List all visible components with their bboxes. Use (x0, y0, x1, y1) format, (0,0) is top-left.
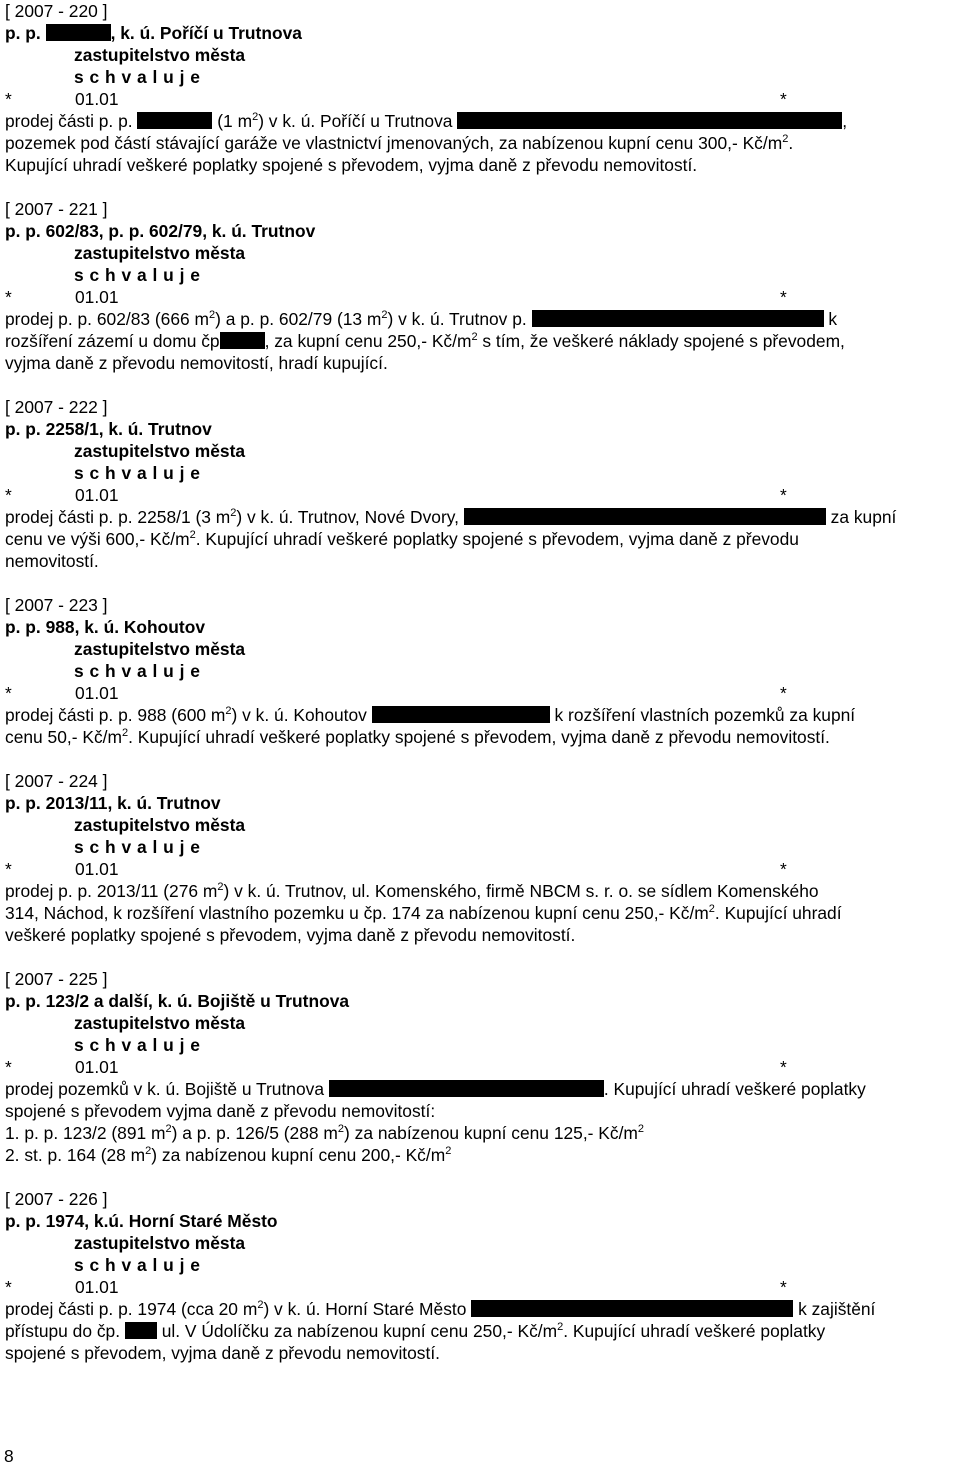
resolution-number: [ 2007 - 220 ] (5, 1, 108, 21)
superscript: 2 (217, 881, 224, 894)
approves-label: s c h v a l u j e (74, 1035, 201, 1055)
text-segment: nemovitostí. (5, 551, 99, 571)
text-segment: ) v k. ú. Horní Staré Město (263, 1299, 472, 1319)
approves-label: s c h v a l u j e (74, 67, 201, 87)
asterisk-right: * (780, 1057, 787, 1077)
asterisk-left: * (5, 485, 12, 505)
asterisk-right: * (780, 859, 787, 879)
text-segment: (1 m (212, 111, 253, 131)
body-line (5, 880, 955, 902)
text-segment: 2. st. p. 164 (28 m (5, 1145, 146, 1165)
text-segment: k (823, 309, 838, 329)
section-spacer (5, 572, 955, 594)
resolution-number: [ 2007 - 226 ] (5, 1189, 108, 1209)
code-line (5, 1276, 955, 1298)
body-line (5, 1342, 955, 1364)
text-segment: veškeré poplatky spojené s převodem, vyjma daně z převodu nemovitostí. (5, 925, 576, 945)
text-segment: ul. V Údolíčku za nabízenou kupní cenu 250,- Kč/m (156, 1321, 558, 1341)
asterisk-left: * (5, 89, 12, 109)
superscript: 2 (230, 507, 237, 520)
item-code: 01.01 (75, 683, 119, 703)
code-line (5, 1056, 955, 1078)
section-spacer (5, 374, 955, 396)
redaction-bar (471, 1300, 793, 1317)
item-code: 01.01 (75, 89, 119, 109)
text-segment: , za kupní cenu 250,- Kč/m (264, 331, 472, 351)
section-spacer (5, 176, 955, 198)
text-segment: rozšíření zázemí u domu čp (5, 331, 220, 351)
section-spacer (5, 946, 955, 968)
redaction-bar (372, 706, 550, 723)
asterisk-left: * (5, 1277, 12, 1297)
body-line (5, 1144, 955, 1166)
text-segment: za kupní (825, 507, 897, 527)
text-segment: 314, Náchod, k rozšíření vlastního pozemku u čp. 174 za nabízenou kupní cenu 250,- Kč/m (5, 903, 709, 923)
text-segment: prodej části p. p. 1974 (cca 20 m (5, 1299, 258, 1319)
item-code: 01.01 (75, 485, 119, 505)
council-label: zastupitelstvo města (74, 441, 246, 461)
body-line (5, 308, 955, 330)
approves-label: s c h v a l u j e (74, 265, 201, 285)
approves-label: s c h v a l u j e (74, 1255, 201, 1275)
code-line (5, 484, 955, 506)
superscript: 2 (381, 309, 388, 322)
superscript: 2 (637, 1123, 645, 1136)
text-segment: prodej p. p. 2013/11 (276 m (5, 881, 218, 901)
code-line (5, 682, 955, 704)
text-segment: ) v k. ú. Trutnov, ul. Komenského, firmě NBCM s. r. o. se sídlem Komenského (223, 881, 819, 901)
resolution-section (5, 374, 955, 572)
redaction-bar (125, 1322, 157, 1339)
superscript: 2 (225, 705, 232, 718)
superscript: 2 (165, 1123, 172, 1136)
superscript: 2 (445, 1145, 452, 1158)
document-page (5, 0, 955, 1364)
council-label: zastupitelstvo města (74, 45, 246, 65)
asterisk-right: * (780, 683, 787, 703)
resolution-title: p. p. 988, k. ú. Kohoutov (5, 617, 206, 637)
body-line (5, 1320, 955, 1342)
text-segment: . Kupující uhradí veškeré poplatky (563, 1321, 826, 1341)
body-line (5, 1078, 955, 1100)
body-line (5, 352, 955, 374)
council-label: zastupitelstvo města (74, 815, 246, 835)
text-segment: ) a p. p. 602/79 (13 m (215, 309, 382, 329)
text-segment: prodej p. p. 602/83 (666 m (5, 309, 209, 329)
resolution-title: p. p. 123/2 a další, k. ú. Bojiště u Trutnova (5, 991, 350, 1011)
resolution-section (5, 1166, 955, 1364)
resolution-number: [ 2007 - 224 ] (5, 771, 108, 791)
text-segment: . Kupující uhradí (714, 903, 842, 923)
body-line (5, 154, 955, 176)
text-segment: ) za nabízenou kupní cenu 125,- Kč/m (344, 1123, 638, 1143)
section-spacer (5, 748, 955, 770)
redaction-bar (457, 112, 842, 129)
body-line (5, 902, 955, 924)
resolution-title: p. p. 1974, k.ú. Horní Staré Město (5, 1211, 278, 1231)
code-line (5, 286, 955, 308)
text-segment: spojené s převodem vyjma daně z převodu nemovitostí: (5, 1101, 436, 1121)
redaction-bar (220, 332, 265, 349)
text-segment: přístupu do čp. (5, 1321, 125, 1341)
text-segment: cenu ve výši 600,- Kč/m (5, 529, 190, 549)
section-spacer (5, 1166, 955, 1188)
redaction-bar (464, 508, 826, 525)
item-code: 01.01 (75, 1277, 119, 1297)
resolution-section (5, 572, 955, 748)
body-line (5, 528, 955, 550)
body-line (5, 330, 955, 352)
body-line (5, 506, 955, 528)
approves-label: s c h v a l u j e (74, 661, 201, 681)
superscript: 2 (257, 1299, 264, 1312)
text-segment: Kupující uhradí veškeré poplatky spojené s převodem, vyjma daně z převodu nemovitostí. (5, 155, 698, 175)
body-line (5, 1298, 955, 1320)
text-segment: . Kupující uhradí veškeré poplatky spojené s převodem, vyjma daně z převodu (195, 529, 799, 549)
page-number: 8 (4, 1446, 14, 1466)
text-segment: , (842, 111, 848, 131)
text-segment: vyjma daně z převodu nemovitostí, hradí kupující. (5, 353, 388, 373)
body-line (5, 1100, 955, 1122)
resolution-number: [ 2007 - 221 ] (5, 199, 108, 219)
body-line (5, 704, 955, 726)
approves-label: s c h v a l u j e (74, 837, 201, 857)
body-line (5, 924, 955, 946)
resolution-section (5, 946, 955, 1166)
superscript: 2 (145, 1145, 152, 1158)
text-segment: . Kupující uhradí veškeré poplatky spojené s převodem, vyjma daně z převodu nemovitostí. (128, 727, 830, 747)
title-suffix: , k. ú. Poříčí u Trutnova (110, 23, 302, 43)
text-segment: . (788, 133, 794, 153)
council-label: zastupitelstvo města (74, 243, 246, 263)
item-code: 01.01 (75, 859, 119, 879)
text-segment: ) v k. ú. Trutnov p. (387, 309, 532, 329)
superscript: 2 (471, 331, 478, 344)
asterisk-right: * (780, 287, 787, 307)
text-segment: 1. p. p. 123/2 (891 m (5, 1123, 166, 1143)
council-label: zastupitelstvo města (74, 639, 246, 659)
body-line (5, 726, 955, 748)
text-segment: pozemek pod částí stávající garáže ve vlastnictví jmenovaných, za nabízenou kupní cenu 300,- Kč/m (5, 133, 783, 153)
redaction-bar (137, 112, 212, 129)
asterisk-left: * (5, 287, 12, 307)
council-label: zastupitelstvo města (74, 1233, 246, 1253)
superscript: 2 (121, 727, 129, 740)
resolution-section (5, 0, 955, 176)
text-segment: spojené s převodem, vyjma daně z převodu nemovitostí. (5, 1343, 440, 1363)
resolution-title: p. p. 2013/11, k. ú. Trutnov (5, 793, 221, 813)
item-code: 01.01 (75, 287, 119, 307)
text-segment: prodej části p. p. 988 (600 m (5, 705, 226, 725)
text-segment: s tím, že veškeré náklady spojené s převodem, (477, 331, 845, 351)
asterisk-right: * (780, 1277, 787, 1297)
resolution-section (5, 176, 955, 374)
superscript: 2 (782, 133, 789, 146)
resolution-title: p. p. 2258/1, k. ú. Trutnov (5, 419, 212, 439)
body-line (5, 110, 955, 132)
text-segment: k rozšíření vlastních pozemků za kupní (549, 705, 856, 725)
resolution-section (5, 748, 955, 946)
text-segment: prodej části p. p. (5, 111, 138, 131)
resolution-title: p. p. 602/83, p. p. 602/79, k. ú. Trutnov (5, 221, 316, 241)
council-label: zastupitelstvo města (74, 1013, 246, 1033)
text-segment: ) v k. ú. Poříčí u Trutnova (258, 111, 458, 131)
superscript: 2 (708, 903, 715, 916)
redaction-bar (46, 24, 111, 41)
code-line (5, 88, 955, 110)
asterisk-left: * (5, 859, 12, 879)
asterisk-right: * (780, 485, 787, 505)
resolution-number: [ 2007 - 223 ] (5, 595, 108, 615)
text-segment: ) za nabízenou kupní cenu 200,- Kč/m (151, 1145, 446, 1165)
body-line (5, 132, 955, 154)
asterisk-right: * (780, 89, 787, 109)
superscript: 2 (557, 1321, 564, 1334)
body-line (5, 550, 955, 572)
text-segment: cenu 50,- Kč/m (5, 727, 122, 747)
text-segment: k zajištění (793, 1299, 876, 1319)
redaction-bar (532, 310, 824, 327)
asterisk-left: * (5, 683, 12, 703)
code-line (5, 858, 955, 880)
text-segment: ) v k. ú. Trutnov, Nové Dvory, (236, 507, 464, 527)
text-segment: prodej pozemků v k. ú. Bojiště u Trutnova (5, 1079, 329, 1099)
title-prefix: p. p. (5, 23, 46, 43)
asterisk-left: * (5, 1057, 12, 1077)
resolution-title (5, 22, 955, 44)
text-segment: . Kupující uhradí veškeré poplatky (603, 1079, 866, 1099)
superscript: 2 (337, 1123, 345, 1136)
text-segment: prodej části p. p. 2258/1 (3 m (5, 507, 231, 527)
approves-label: s c h v a l u j e (74, 463, 201, 483)
body-line (5, 1122, 955, 1144)
item-code: 01.01 (75, 1057, 119, 1077)
text-segment: ) v k. ú. Kohoutov (231, 705, 372, 725)
resolution-number: [ 2007 - 225 ] (5, 969, 108, 989)
text-segment: ) a p. p. 126/5 (288 m (171, 1123, 338, 1143)
superscript: 2 (209, 309, 216, 322)
superscript: 2 (189, 529, 196, 542)
superscript: 2 (252, 111, 259, 124)
redaction-bar (329, 1080, 604, 1097)
resolution-number: [ 2007 - 222 ] (5, 397, 108, 417)
